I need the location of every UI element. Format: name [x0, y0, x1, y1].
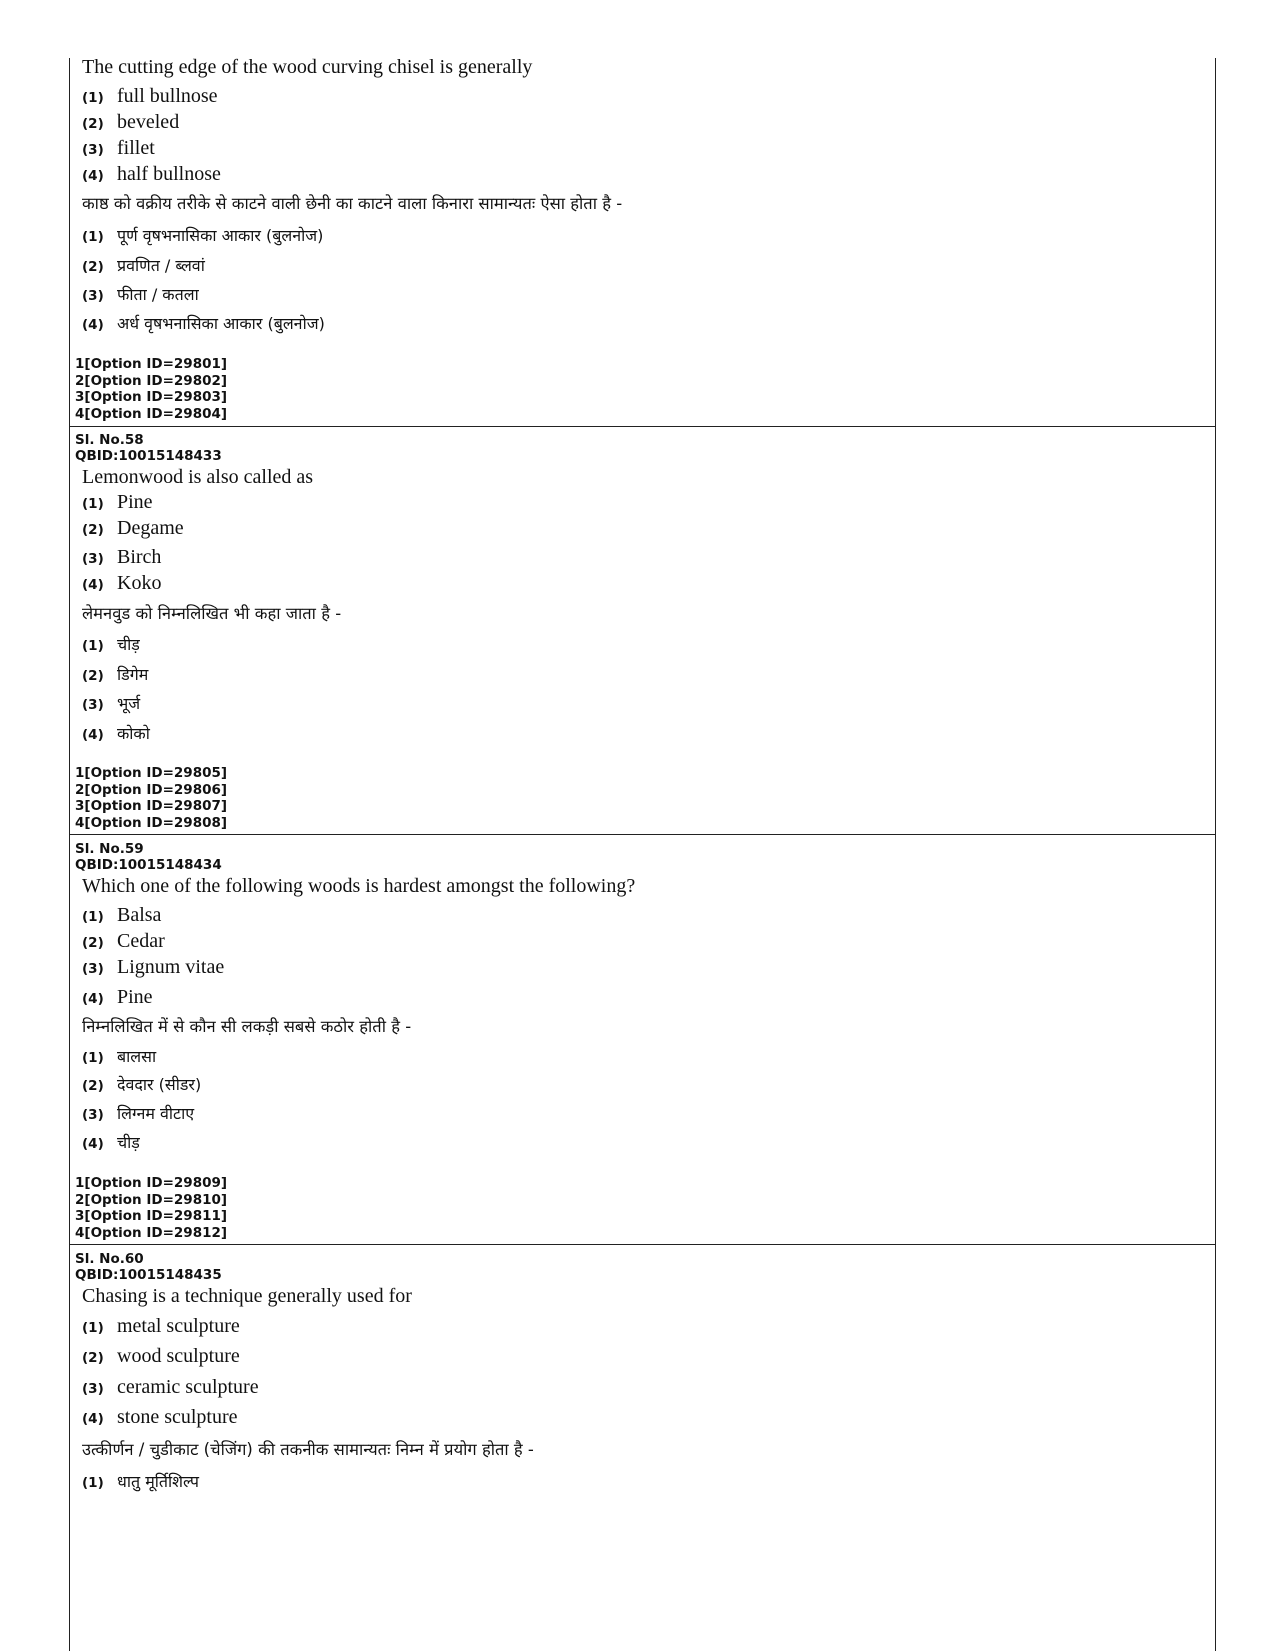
question-text-en: Chasing is a technique generally used for [82, 1285, 412, 1307]
option-hi-4 [82, 722, 150, 744]
option-en-2 [82, 111, 179, 134]
option-text: Birch [117, 546, 162, 568]
option-number: (3) [82, 288, 104, 304]
option-en-2 [82, 930, 165, 953]
option-hi-2 [82, 1073, 201, 1095]
serial-number: Sl. No.58 [75, 432, 144, 448]
option-id: 2[Option ID=29810] [75, 1191, 228, 1208]
option-text: प्रवणित / ब्लवां [117, 256, 205, 275]
option-text: Balsa [117, 904, 162, 926]
option-text: देवदार (सीडर) [117, 1075, 202, 1094]
option-text: पूर्ण वृषभनासिका आकार (बुलनोज) [117, 226, 324, 245]
serial-number: Sl. No.60 [75, 1251, 144, 1267]
option-number: (3) [82, 1381, 104, 1397]
option-number: (2) [82, 259, 104, 275]
option-number: (1) [82, 909, 104, 925]
option-number: (1) [82, 229, 104, 245]
row-divider [70, 426, 1215, 427]
option-text: चीड़ [117, 635, 140, 654]
row-divider [70, 1244, 1215, 1245]
option-number: (1) [82, 496, 104, 512]
option-text: डिगेम [117, 665, 149, 684]
option-hi-3 [82, 1102, 194, 1124]
option-hi-3 [82, 283, 199, 305]
option-number: (1) [82, 1050, 104, 1066]
question-text-en: The cutting edge of the wood curving chisel is generally [82, 56, 533, 78]
option-id: 3[Option ID=29803] [75, 389, 228, 405]
option-text: ceramic sculpture [117, 1376, 259, 1398]
option-hi-2 [82, 254, 205, 276]
option-hi-3 [82, 692, 140, 714]
option-text: full bullnose [117, 85, 218, 107]
option-number: (3) [82, 142, 104, 158]
question-text-en: Which one of the following woods is hardest amongst the following? [82, 875, 636, 897]
option-en-4 [82, 163, 221, 186]
row-divider [70, 834, 1215, 835]
option-number: (3) [82, 961, 104, 977]
option-hi-1 [82, 633, 140, 655]
option-number: (3) [82, 697, 104, 713]
option-text: Koko [117, 572, 162, 594]
option-en-4 [82, 572, 161, 595]
option-id: 4[Option ID=29808] [75, 814, 228, 831]
option-number: (4) [82, 317, 104, 333]
qbid: QBID:10015148433 [75, 448, 222, 464]
option-number: (4) [82, 1136, 104, 1152]
option-text: चीड़ [117, 1133, 140, 1152]
option-en-3 [82, 137, 155, 160]
option-text: लिग्नम वीटाए [117, 1104, 195, 1123]
option-en-3 [82, 546, 161, 569]
option-text: metal sculpture [117, 1315, 240, 1337]
option-number: (4) [82, 168, 104, 184]
option-text: Lignum vitae [117, 956, 225, 978]
question-text-hi: लेमनवुड को निम्नलिखित भी कहा जाता है - [82, 604, 342, 623]
option-text: भूर्ज [117, 694, 141, 713]
option-number: (4) [82, 727, 104, 743]
option-text: Pine [117, 491, 153, 513]
option-hi-4 [82, 1131, 140, 1153]
option-en-3 [82, 956, 224, 979]
option-id: 4[Option ID=29804] [75, 405, 228, 422]
question-text-hi: निम्नलिखित में से कौन सी लकड़ी सबसे कठोर होती है - [82, 1017, 412, 1036]
option-text: कोको [117, 724, 150, 743]
option-en-1 [82, 85, 218, 108]
option-number: (2) [82, 668, 104, 684]
option-text: fillet [117, 137, 155, 159]
option-id: 4[Option ID=29812] [75, 1224, 228, 1241]
option-en-1 [82, 1315, 240, 1338]
option-number: (4) [82, 577, 104, 593]
option-hi-4 [82, 312, 325, 334]
option-number: (2) [82, 935, 104, 951]
option-number: (2) [82, 1078, 104, 1094]
option-text: धातु मूर्तिशिल्प [117, 1472, 199, 1491]
option-number: (1) [82, 90, 104, 106]
option-en-4 [82, 986, 153, 1009]
option-text: Degame [117, 517, 184, 539]
question-text-hi: काष्ठ को वक्रीय तरीके से काटने वाली छेनी का काटने वाला किनारा सामान्यतः ऐसा होता है - [82, 194, 623, 213]
option-en-2 [82, 1345, 240, 1368]
option-id: 1[Option ID=29809] [75, 1175, 228, 1191]
question-text-hi: उत्कीर्णन / चुडीकाट (चेजिंग) की तकनीक सामान्यतः निम्न में प्रयोग होता है - [82, 1440, 534, 1459]
option-text: बालसा [117, 1047, 157, 1066]
option-number: (4) [82, 991, 104, 1007]
option-en-4 [82, 1406, 238, 1429]
qbid: QBID:10015148435 [75, 1267, 222, 1283]
option-id: 3[Option ID=29811] [75, 1208, 228, 1224]
option-text: beveled [117, 111, 180, 133]
option-id: 1[Option ID=29801] [75, 356, 228, 372]
option-number: (3) [82, 1107, 104, 1123]
option-text: stone sculpture [117, 1406, 238, 1428]
option-hi-1 [82, 1045, 156, 1067]
option-id: 2[Option ID=29802] [75, 372, 228, 389]
option-text: फीता / कतला [117, 285, 199, 304]
option-en-1 [82, 491, 153, 514]
option-en-1 [82, 904, 161, 927]
option-number: (1) [82, 1475, 104, 1491]
option-number: (2) [82, 116, 104, 132]
option-hi-1 [82, 1470, 199, 1492]
option-number: (3) [82, 551, 104, 567]
question-text-en: Lemonwood is also called as [82, 466, 314, 488]
option-text: half bullnose [117, 163, 221, 185]
option-hi-1 [82, 224, 323, 246]
option-number: (2) [82, 522, 104, 538]
option-number: (1) [82, 1320, 104, 1336]
serial-number: Sl. No.59 [75, 841, 144, 857]
option-text: wood sculpture [117, 1345, 240, 1367]
option-id: 1[Option ID=29805] [75, 765, 228, 781]
option-text: Pine [117, 986, 153, 1008]
option-number: (1) [82, 638, 104, 654]
option-text: Cedar [117, 930, 165, 952]
option-hi-2 [82, 663, 148, 685]
option-en-3 [82, 1376, 259, 1399]
option-number: (4) [82, 1411, 104, 1427]
option-number: (2) [82, 1350, 104, 1366]
option-en-2 [82, 517, 184, 540]
qbid: QBID:10015148434 [75, 857, 222, 873]
option-id: 2[Option ID=29806] [75, 781, 228, 798]
option-text: अर्ध वृषभनासिका आकार (बुलनोज) [117, 314, 325, 333]
option-id: 3[Option ID=29807] [75, 798, 228, 814]
question-sheet [69, 58, 1216, 1651]
